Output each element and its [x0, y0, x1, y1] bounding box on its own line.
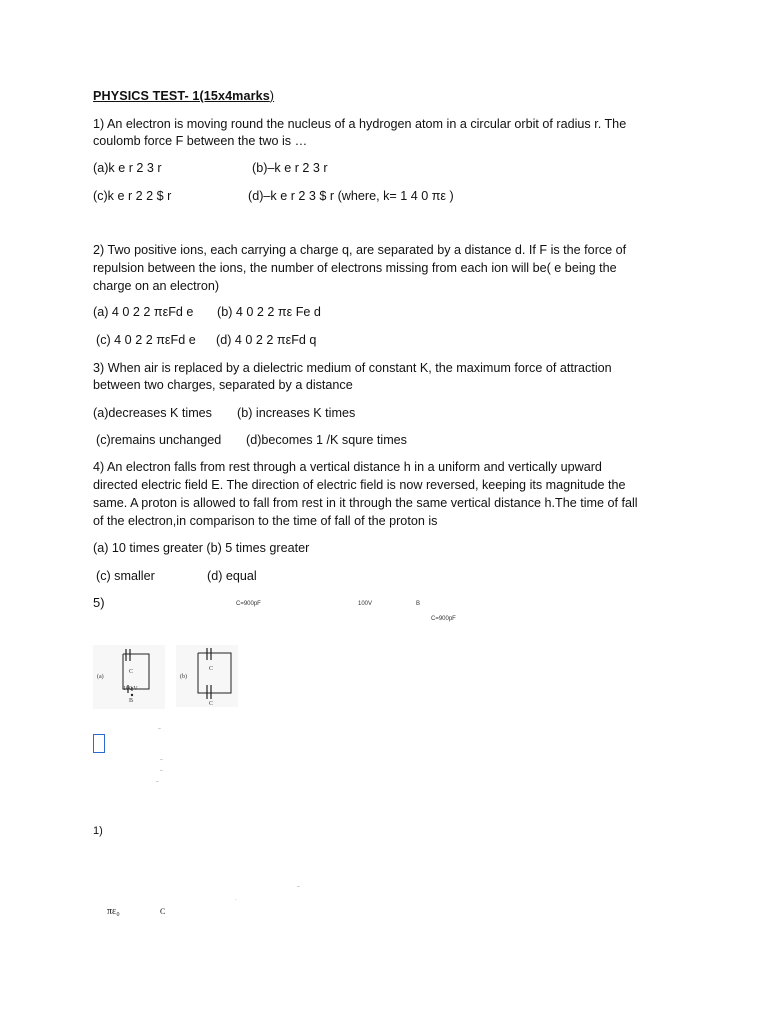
fig-a-b-label: B: [129, 698, 134, 704]
q5-label-c2: C=900pF: [431, 616, 456, 622]
footer-item-number: 1): [93, 825, 103, 837]
q1-option-b: (b)–k e r 2 3 r: [252, 161, 328, 175]
blank-box: [93, 734, 105, 753]
q5-number: 5): [93, 595, 105, 610]
terminal-b-dot: [131, 694, 133, 696]
q5-label-voltage: 100V: [358, 601, 373, 607]
fig-b-label: (b): [180, 674, 187, 680]
q4-option-d: (d) equal: [207, 569, 257, 583]
q3-option-d: (d)becomes 1 /K squre times: [246, 433, 407, 447]
q4-option-c: (c) smaller: [96, 569, 155, 583]
footer-c-label: C: [160, 907, 166, 916]
q4-text-line2: directed electric field E. The direction of electric field is now reversed, keeping its magnitude the: [93, 478, 626, 492]
fig-a-voltage-label: 100 V: [123, 686, 138, 692]
q3-text-line1: 3) When air is replaced by a dielectric medium of constant K, the maximum force of attraction: [93, 361, 612, 375]
stray-mark: ·: [235, 897, 237, 903]
q3-text-line2: between two charges, separated by a distance: [93, 378, 353, 392]
q4-option-ab: (a) 10 times greater (b) 5 times greater: [93, 541, 310, 555]
q1-option-d: (d)–k e r 2 3 $ r (where, k= 1 4 0 πε ): [248, 189, 454, 203]
q2-option-d: (d) 4 0 2 2 πεFd q: [216, 333, 317, 347]
q1-text-line2: coulomb force F between the two is …: [93, 134, 308, 148]
q3-option-c: (c)remains unchanged: [96, 433, 222, 447]
q3-option-a: (a)decreases K times: [93, 406, 212, 420]
q2-text-line1: 2) Two positive ions, each carrying a charge q, are separated by a distance d. If F is the force of: [93, 243, 627, 257]
q4-text-line1: 4) An electron falls from rest through a vertical distance h in a uniform and vertically upward: [93, 460, 602, 474]
stray-mark: –: [156, 779, 159, 785]
fig-a-c-label: C: [129, 669, 134, 675]
q4-text-line4: of the electron,in comparison to the time of fall of the proton is: [93, 514, 438, 528]
fig-a-label: (a): [97, 674, 104, 680]
footer-pi-epsilon: πε₀: [107, 906, 120, 917]
q2-option-b: (b) 4 0 2 2 πε Fe d: [217, 305, 321, 319]
stray-mark: –: [158, 726, 161, 732]
q4-text-line3: same. A proton is allowed to fall from rest in it through the same vertical distance h.The time of fall: [93, 496, 638, 510]
q2-text-line2: repulsion between the ions, the number of electrons missing from each ion will be( e being the: [93, 261, 617, 275]
q1-option-c: (c)k e r 2 2 $ r: [93, 189, 172, 203]
q2-option-c: (c) 4 0 2 2 πεFd e: [96, 333, 196, 347]
stray-mark: –: [160, 768, 163, 774]
q2-text-line3: charge on an electron): [93, 279, 220, 293]
q3-option-b: (b) increases K times: [237, 406, 356, 420]
q1-option-a: (a)k e r 2 3 r: [93, 161, 162, 175]
q2-option-a: (a) 4 0 2 2 πεFd e: [93, 305, 194, 319]
test-title: PHYSICS TEST- 1(15x4marks): [93, 89, 275, 103]
test-title-text: PHYSICS TEST- 1(15x4marks: [93, 89, 270, 103]
q5-label-b: B: [416, 601, 421, 607]
fig-b-c-bottom-label: C: [209, 701, 214, 707]
q5-label-c1: C=900pF: [236, 601, 261, 607]
stray-mark: –: [160, 757, 163, 763]
stray-mark: –: [297, 884, 300, 890]
fig-b-c-top-label: C: [209, 666, 214, 672]
q1-text-line1: 1) An electron is moving round the nucleus of a hydrogen atom in a circular orbit of radius r. The: [93, 117, 627, 131]
